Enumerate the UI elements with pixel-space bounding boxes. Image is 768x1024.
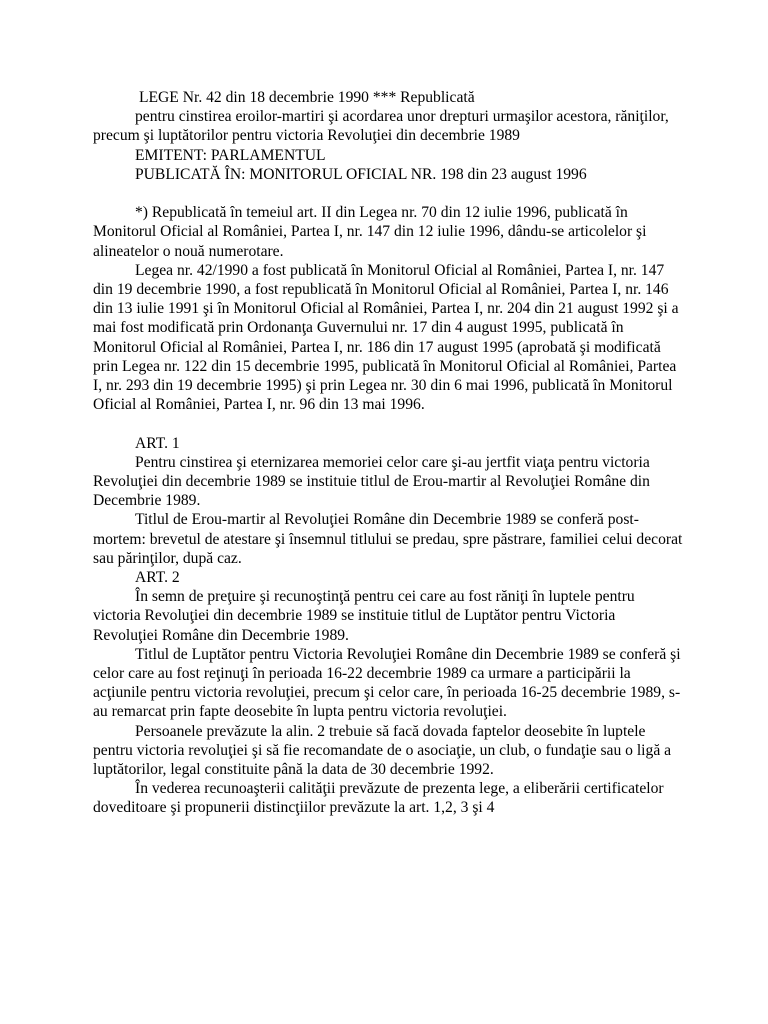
article-2-heading: ART. 2 xyxy=(135,569,180,587)
article-2-paragraph-3: Persoanele prevăzute la alin. 2 trebuie să facă dovada faptelor deosebite în luptele pentru victoria revoluţiei şi să fie recomandate de o asociaţie, un club, o fundaţie sau o ligă a luptătorilor, legal constituite până la data de 30 decembrie 1992. xyxy=(93,722,672,779)
article-1-paragraph-2: Titlul de Erou-martir al Revoluţiei Române din Decembrie 1989 se conferă post-mortem: brevetul de atestare şi însemnul titlului se predau, spre păstrare, familiei celui decorat sau părinţilor, după caz. xyxy=(93,511,683,567)
article-2-paragraph-4: În vederea recunoaşterii calităţii prevăzute de prezenta lege, a eliberării certificatelor doveditoare şi propunerii distincţiilor prevăzute la art. 1,2, 3 şi 4 xyxy=(93,780,664,817)
article-1-heading: ART. 1 xyxy=(135,434,180,452)
spacer xyxy=(93,414,683,433)
republication-footnote: *) Republicată în temeiul art. II din Legea nr. 70 din 12 iulie 1996, publicată în Monitorul Oficial al României, Partea I, nr. 147 din 12 iulie 1996, dându-se articolelor şi alineatelor o nouă numerotare. xyxy=(93,204,647,260)
article-1-paragraph-1: Pentru cinstirea şi eternizarea memoriei celor care şi-au jertfit viaţa pentru victoria Revoluţiei din decembrie 1989 se instituie titlul de Erou-martir al Revoluţiei Române din Decembrie 1989. xyxy=(93,453,650,510)
publication-line: PUBLICATĂ ÎN: MONITORUL OFICIAL NR. 198 din 23 august 1996 xyxy=(135,165,587,183)
emitent-line: EMITENT: PARLAMENTUL xyxy=(135,146,326,164)
law-title: LEGE Nr. 42 din 18 decembrie 1990 *** Republicată xyxy=(139,89,475,106)
spacer xyxy=(93,184,683,203)
law-subtitle: pentru cinstirea eroilor-martiri şi acordarea unor drepturi urmaşilor acestora, răniţilor, precum şi luptătorilor pentru victoria Revoluţiei din decembrie 1989 xyxy=(93,108,669,145)
document-page xyxy=(93,88,683,818)
publication-history: Legea nr. 42/1990 a fost publicată în Monitorul Oficial al României, Partea I, nr. 147 din 19 decembrie 1990, a fost republicată în Monitorul Oficial al României, Partea I, nr. 146 din 13 iulie 1991 şi în Monitorul Oficial al României, Partea I, nr. 204 din 21 august 1992 şi a mai fost modificată prin Ordonanţa Guvernului nr. 17 din 4 august 1995, publicată în Monitorul Oficial al României, Partea I, nr. 186 din 17 august 1995 (aprobată şi modificată prin Legea nr. 122 din 15 decembrie 1995, publicată în Monitorul Oficial al României, Partea I, nr. 293 din 19 decembrie 1995) şi prin Legea nr. 30 din 6 mai 1996, publicată în Monitorul Oficial al României, Partea I, nr. 96 din 13 mai 1996. xyxy=(93,261,679,414)
article-2-paragraph-1: În semn de preţuire şi recunoştinţă pentru cei care au fost răniţi în luptele pentru victoria Revoluţiei din decembrie 1989 se instituie titlul de Luptător pentru Victoria Revoluţiei Române din Decembrie 1989. xyxy=(93,588,635,644)
article-2-paragraph-2: Titlul de Luptător pentru Victoria Revoluţiei Române din Decembrie 1989 se conferă şi celor care au fost reţinuţi în perioada 16-22 decembrie 1989 ca urmare a participării la acţiunile pentru victoria revoluţiei, precum şi celor care, în perioada 16-25 decembrie 1989, s-au remarcat prin fapte deosebite în lupta pentru victoria revoluţiei. xyxy=(93,645,681,721)
